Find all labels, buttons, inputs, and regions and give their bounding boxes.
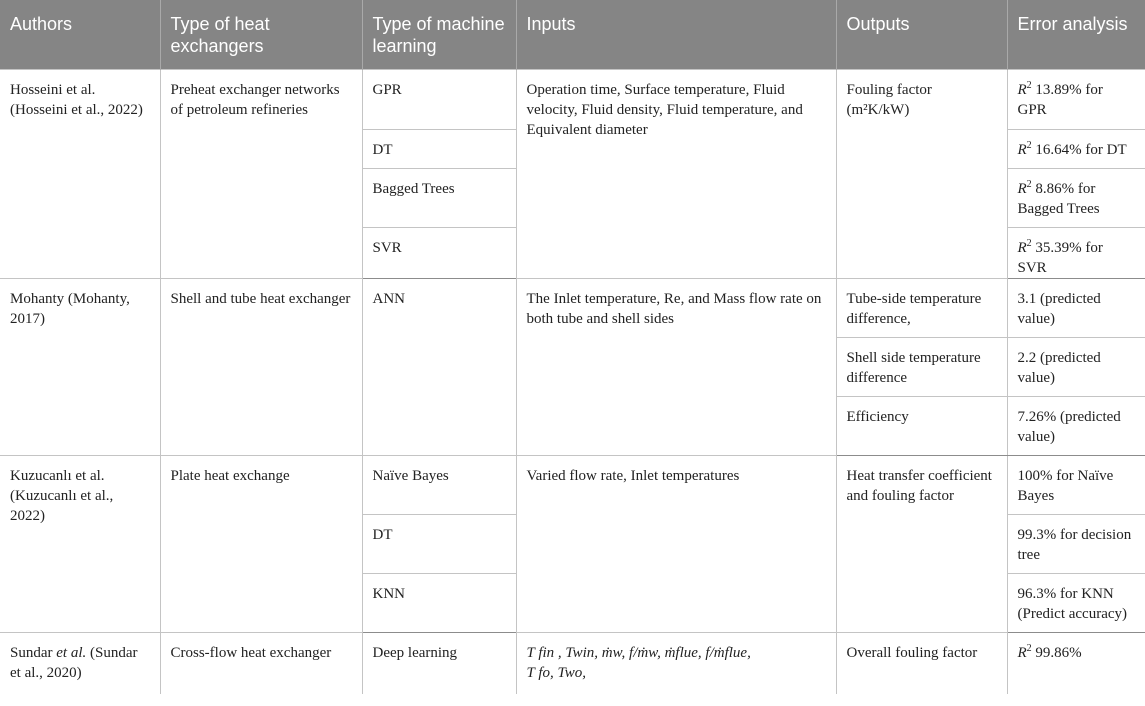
- cell-author: [0, 632, 160, 694]
- cell-ml: KNN: [362, 573, 516, 632]
- cell-hx-type: Shell and tube heat exchanger: [160, 278, 362, 455]
- cell-ml: Bagged Trees: [362, 168, 516, 227]
- cell-ml: ANN: [362, 278, 516, 455]
- cell-outputs: Heat transfer coefficient and fouling factor: [836, 455, 1007, 632]
- table-row: [0, 455, 1145, 514]
- r-superscript: 2: [1026, 139, 1032, 151]
- error-text: 8.86% for Bagged Trees: [1017, 180, 1100, 217]
- cell-ml: DT: [362, 129, 516, 168]
- output-unit: (m²K/kW): [846, 101, 910, 118]
- cell-error: [1007, 227, 1145, 278]
- header-authors: Authors: [0, 0, 160, 69]
- cell-ml: GPR: [362, 69, 516, 129]
- cell-ml: DT: [362, 514, 516, 573]
- cell-outputs: [836, 69, 1007, 278]
- cell-error: 99.3% for decision tree: [1007, 514, 1145, 573]
- header-hx-type: Type of heat exchangers: [160, 0, 362, 69]
- cell-outputs: Shell side temperature difference: [836, 337, 1007, 396]
- inputs-formula-line-2: T fo, Two,: [526, 664, 586, 681]
- cell-error: [1007, 632, 1145, 694]
- cell-error: [1007, 168, 1145, 227]
- cell-error: 100% for Naïve Bayes: [1007, 455, 1145, 514]
- cell-author: Mohanty (Mohanty, 2017): [0, 278, 160, 455]
- cell-hx-type: Plate heat exchange: [160, 455, 362, 632]
- table-row: [0, 69, 1145, 129]
- cell-ml: Naïve Bayes: [362, 455, 516, 514]
- cell-error: 96.3% for KNN (Predict accuracy): [1007, 573, 1145, 632]
- table-row: [0, 632, 1145, 694]
- error-text: 13.89% for GPR: [1017, 81, 1103, 118]
- r-superscript: 2: [1026, 178, 1032, 190]
- cell-error: 2.2 (predicted value): [1007, 337, 1145, 396]
- cell-error: 7.26% (predicted value): [1007, 396, 1145, 455]
- cell-inputs: Varied flow rate, Inlet temperatures: [516, 455, 836, 632]
- header-ml-type: Type of machine learning: [362, 0, 516, 69]
- cell-hx-type: Preheat exchanger networks of petroleum refineries: [160, 69, 362, 278]
- r-superscript: 2: [1026, 79, 1032, 91]
- author-name: Sundar: [10, 644, 57, 661]
- author-etal: et al.: [56, 644, 87, 661]
- r-symbol: R: [1017, 644, 1027, 661]
- header-inputs: Inputs: [516, 0, 836, 69]
- cell-author: Kuzucanlı et al. (Kuzucanlı et al., 2022): [0, 455, 160, 632]
- cell-hx-type: Cross-flow heat exchanger: [160, 632, 362, 694]
- header-error-analysis: Error analysis: [1007, 0, 1145, 69]
- error-text: 16.64% for DT: [1031, 141, 1127, 158]
- cell-outputs: Efficiency: [836, 396, 1007, 455]
- cell-error: 3.1 (predicted value): [1007, 278, 1145, 337]
- cell-outputs: Overall fouling factor: [836, 632, 1007, 694]
- cell-inputs: The Inlet temperature, Re, and Mass flow rate on both tube and shell sides: [516, 278, 836, 455]
- header-outputs: Outputs: [836, 0, 1007, 69]
- inputs-formula-line-1: T fin , Twin, ṁw, f/ṁw, ṁflue, f/ṁflue,: [526, 644, 751, 661]
- r-superscript: 2: [1026, 237, 1032, 249]
- output-text: Fouling factor: [846, 81, 932, 98]
- error-text: 35.39% for SVR: [1017, 239, 1103, 276]
- cell-outputs: Tube-side temperature difference,: [836, 278, 1007, 337]
- cell-inputs: Operation time, Surface temperature, Fluid velocity, Fluid density, Fluid temperature, and Equivalent diameter: [516, 69, 836, 278]
- r-superscript: 2: [1026, 642, 1032, 654]
- cell-author: Hosseini et al. (Hosseini et al., 2022): [0, 69, 160, 278]
- r-symbol: R: [1017, 180, 1027, 197]
- r-symbol: R: [1017, 81, 1027, 98]
- table-row: [0, 278, 1145, 337]
- cell-ml: SVR: [362, 227, 516, 278]
- r-symbol: R: [1017, 141, 1027, 158]
- author-citation: (Sundar et al., 2020): [10, 644, 138, 681]
- cell-error: [1007, 129, 1145, 168]
- header-row: [0, 0, 1145, 69]
- cell-error: [1007, 69, 1145, 129]
- error-text: 99.86%: [1031, 644, 1082, 661]
- r-symbol: R: [1017, 239, 1027, 256]
- cell-ml: Deep learning: [362, 632, 516, 694]
- cell-inputs: [516, 632, 836, 694]
